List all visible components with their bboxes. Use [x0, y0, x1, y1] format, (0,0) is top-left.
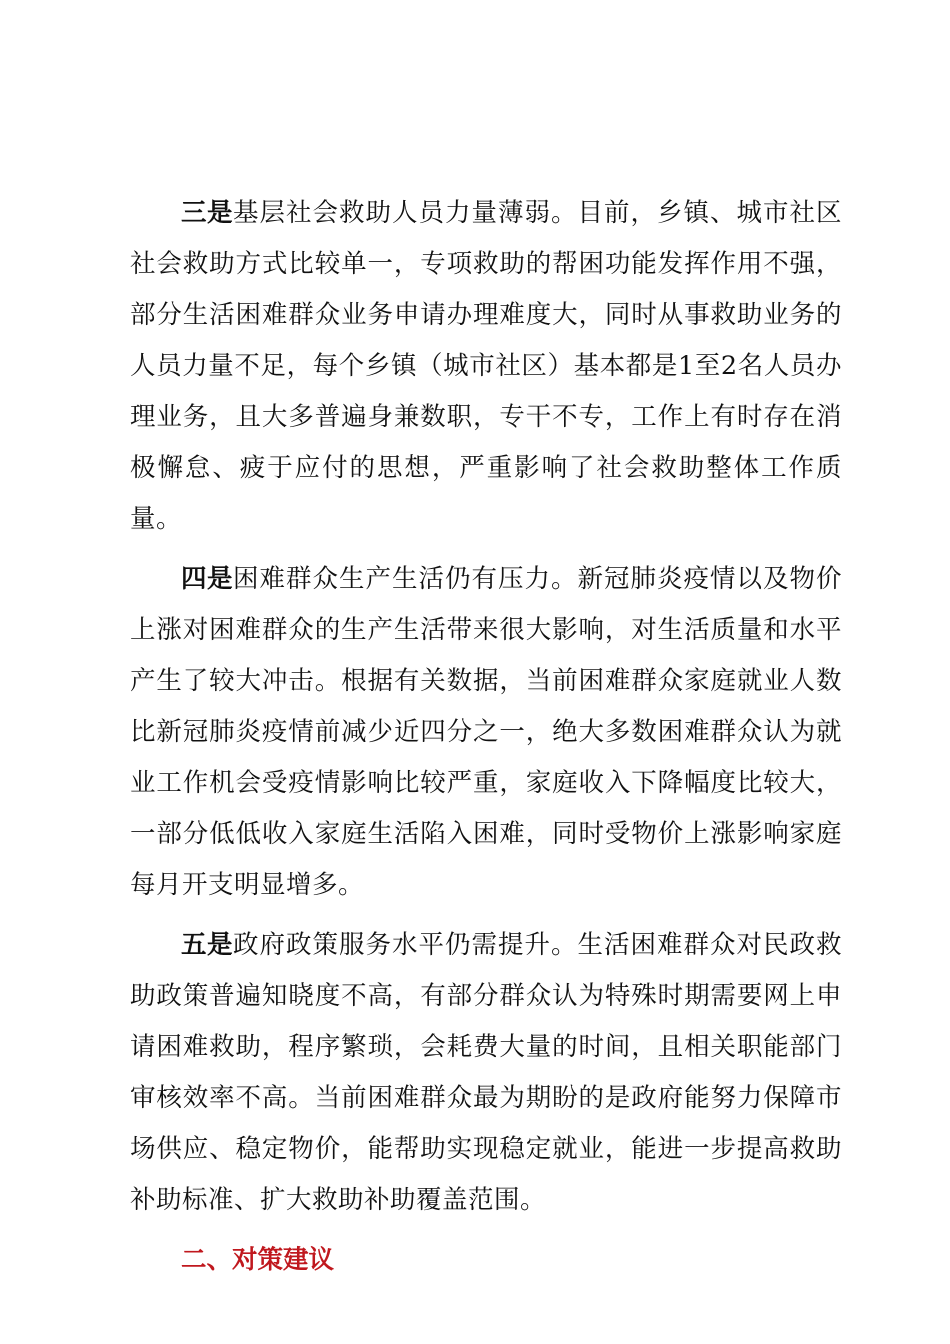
document-page: [130, 188, 842, 1286]
paragraph-five-lead: 五是: [181, 930, 233, 960]
paragraph-five-text: 政府政策服务水平仍需提升。生活困难群众对民政救助政策普遍知晓度不高，有部分群众认为特殊时期需要网上申请困难救助，程序繁琐，会耗费大量的时间，且相关职能部门审核效率不高。当前困难群众最为期盼的是政府能努力保障市场供应、稳定物价，能帮助实现稳定就业，能进一步提高救助补助标准、扩大救助补助覆盖范围。: [130, 930, 842, 1215]
paragraph-three: [130, 188, 842, 545]
paragraph-four-text: 困难群众生产生活仍有压力。新冠肺炎疫情以及物价上涨对困难群众的生产生活带来很大影响，对生活质量和水平产生了较大冲击。根据有关数据，当前困难群众家庭就业人数比新冠肺炎疫情前减少近四分之一，绝大多数困难群众认为就业工作机会受疫情影响比较严重，家庭收入下降幅度比较大，一部分低低收入家庭生活陷入困难，同时受物价上涨影响家庭每月开支明显增多。: [130, 564, 842, 900]
paragraph-three-lead: 三是: [181, 198, 233, 228]
paragraph-five: [130, 920, 842, 1226]
section-heading-countermeasures: 二、对策建议: [181, 1245, 335, 1275]
paragraph-four: [130, 554, 842, 911]
paragraph-three-text: 基层社会救助人员力量薄弱。目前，乡镇、城市社区社会救助方式比较单一，专项救助的帮困功能发挥作用不强，部分生活困难群众业务申请办理难度大，同时从事救助业务的人员力量不足，每个乡镇（城市社区）基本都是1至2名人员办理业务，且大多普遍身兼数职，专干不专，工作上有时存在消极懈怠、疲于应付的思想，严重影响了社会救助整体工作质量。: [130, 198, 842, 534]
paragraph-four-lead: 四是: [181, 564, 233, 594]
